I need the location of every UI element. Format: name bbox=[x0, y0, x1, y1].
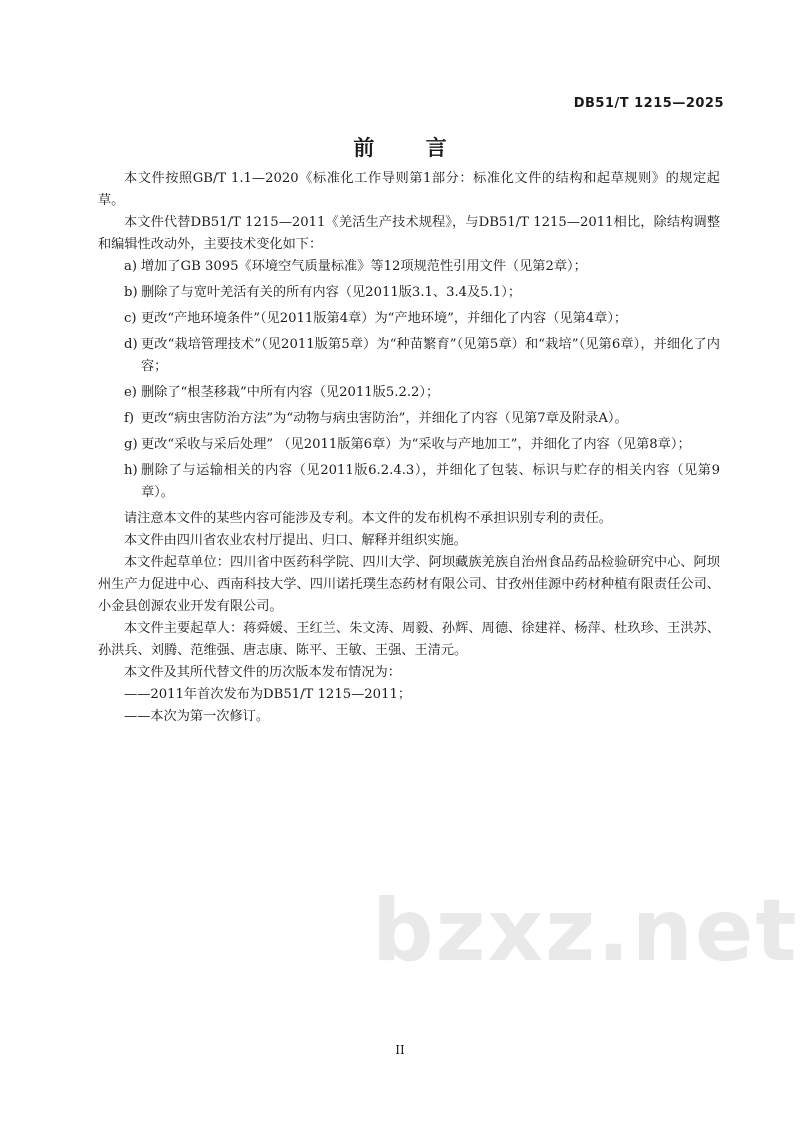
list-item bbox=[98, 434, 720, 456]
list-item bbox=[98, 308, 720, 330]
list-marker: d) bbox=[124, 337, 138, 352]
list-item-text: 删除了“根茎移栽”中所有内容（见2011版5.2.2）； bbox=[141, 385, 440, 400]
intro-paragraph: 本文件按照GB/T 1.1—2020《标准化工作导则第1部分：标准化文件的结构和起草规则》的规定起草。 bbox=[98, 171, 720, 208]
history-item: ——2011年首次发布为DB51/T 1215—2011； bbox=[124, 687, 412, 702]
page-number: II bbox=[395, 1043, 405, 1057]
intro-paragraph: 本文件代替DB51/T 1215—2011《羌活生产技术规程》，与DB51/T 1215—2011相比，除结构调整和编辑性改动外，主要技术变化如下： bbox=[98, 215, 720, 252]
list-marker: f) bbox=[124, 411, 135, 426]
list-item-text: 更改“栽培管理技术”（见2011版第5章）为“种苗繁育”（见第5章）和“栽培”（见第6章），并细化了内容； bbox=[141, 337, 720, 374]
list-marker: g) bbox=[124, 437, 138, 452]
proposer-paragraph: 本文件由四川省农业农村厅提出、归口、解释并组织实施。 bbox=[124, 533, 467, 548]
list-item bbox=[98, 460, 720, 504]
list-marker: e) bbox=[124, 385, 137, 400]
history-intro: 本文件及其所代替文件的历次版本发布情况为： bbox=[124, 665, 401, 680]
document-body bbox=[98, 168, 720, 728]
list-item-text: 增加了GB 3095《环境空气质量标准》等12项规范性引用文件（见第2章）； bbox=[141, 259, 587, 274]
version-history bbox=[98, 684, 720, 728]
list-marker: c) bbox=[124, 311, 137, 326]
changes-list bbox=[98, 256, 720, 504]
list-item bbox=[98, 334, 720, 378]
list-item bbox=[98, 408, 720, 430]
list-item bbox=[98, 256, 720, 278]
document-code: DB51/T 1215—2025 bbox=[573, 96, 724, 111]
list-item-text: 删除了与运输相关的内容（见2011版6.2.4.3），并细化了包装、标识与贮存的相关内容（见第9章）。 bbox=[141, 463, 720, 500]
page-title: 前 言 bbox=[353, 136, 469, 160]
drafting-units-paragraph: 本文件起草单位：四川省中医药科学院、四川大学、阿坝藏族羌族自治州食品药品检验研究中心、阿坝州生产力促进中心、西南科技大学、四川诺托璞生态药材有限公司、甘孜州佳源中药材种植有限责任公司、小金县创源农业开发有限公司。 bbox=[98, 555, 720, 614]
list-marker: h) bbox=[124, 463, 138, 478]
list-item-text: 更改“病虫害防治方法”为“动物与病虫害防治”，并细化了内容（见第7章及附录A）。 bbox=[141, 411, 628, 426]
history-item: ——本次为第一次修订。 bbox=[124, 709, 270, 724]
patent-notice: 请注意本文件的某些内容可能涉及专利。本文件的发布机构不承担识别专利的责任。 bbox=[124, 511, 612, 526]
list-item-text: 更改“产地环境条件”（见2011版第4章）为“产地环境”，并细化了内容（见第4章）； bbox=[141, 311, 628, 326]
list-item bbox=[98, 282, 720, 304]
list-item bbox=[98, 382, 720, 404]
list-marker: a) bbox=[124, 259, 138, 274]
watermark: bzxz.net bbox=[372, 881, 799, 981]
list-item-text: 删除了与宽叶羌活有关的所有内容（见2011版3.1、3.4及5.1）； bbox=[141, 285, 522, 300]
list-marker: b) bbox=[124, 285, 138, 300]
list-item-text: 更改“采收与采后处理” （见2011版第6章）为“采收与产地加工”，并细化了内容（见第8章）； bbox=[141, 437, 691, 452]
drafters-paragraph: 本文件主要起草人：蒋舜媛、王红兰、朱文涛、周毅、孙辉、周德、徐建祥、杨萍、杜玖珍、王洪苏、孙洪兵、刘腾、范维强、唐志康、陈平、王敏、王强、王清元。 bbox=[98, 621, 720, 658]
